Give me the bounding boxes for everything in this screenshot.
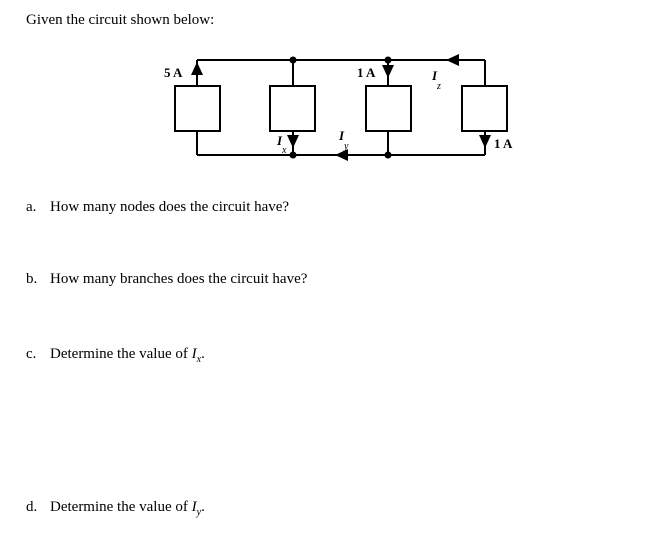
variable-ix: $I_x$ [191, 346, 202, 365]
label-iz: I [432, 68, 438, 83]
variable-iy: $I_y$ [191, 499, 202, 518]
label-1a-right: 1 A [494, 136, 513, 151]
arrow-up-5a-icon [191, 62, 203, 75]
label-ix-sub: x [282, 145, 287, 156]
question-a [26, 199, 289, 216]
label-1a-top: 1 A [357, 65, 376, 80]
intro-text: Given the circuit shown below: [26, 12, 215, 28]
label-iy-sub: y [344, 141, 349, 152]
label-5a: 5 A [164, 65, 183, 80]
arrow-down-ix-icon [287, 135, 299, 148]
label-iy: I [339, 128, 345, 143]
question-text: How many branches does the circuit have? [50, 271, 308, 287]
element-box-4 [462, 86, 507, 131]
arrow-left-iz-icon [446, 54, 459, 66]
label-iz-sub: z [437, 81, 441, 92]
question-end: . [201, 346, 205, 362]
element-box-1 [175, 86, 220, 131]
element-box-3 [366, 86, 411, 131]
junction-dot [385, 57, 392, 64]
question-letter: b. [26, 271, 38, 287]
question-letter: a. [26, 199, 37, 215]
junction-dot [385, 152, 392, 159]
question-b [26, 271, 307, 288]
arrow-down-1a-icon [382, 65, 394, 78]
question-text: Determine the value of [50, 499, 192, 515]
question-letter: c. [26, 346, 37, 362]
element-box-2 [270, 86, 315, 131]
question-text: Determine the value of [50, 346, 192, 362]
question-c [26, 346, 205, 365]
junction-dot [290, 152, 297, 159]
question-end: . [201, 499, 205, 515]
question-d [26, 499, 205, 518]
arrow-down-1a-right-icon [479, 135, 491, 148]
junction-dot [290, 57, 297, 64]
question-text: How many nodes does the circuit have? [50, 199, 290, 215]
label-ix: I [277, 133, 283, 148]
question-letter: d. [26, 499, 38, 515]
